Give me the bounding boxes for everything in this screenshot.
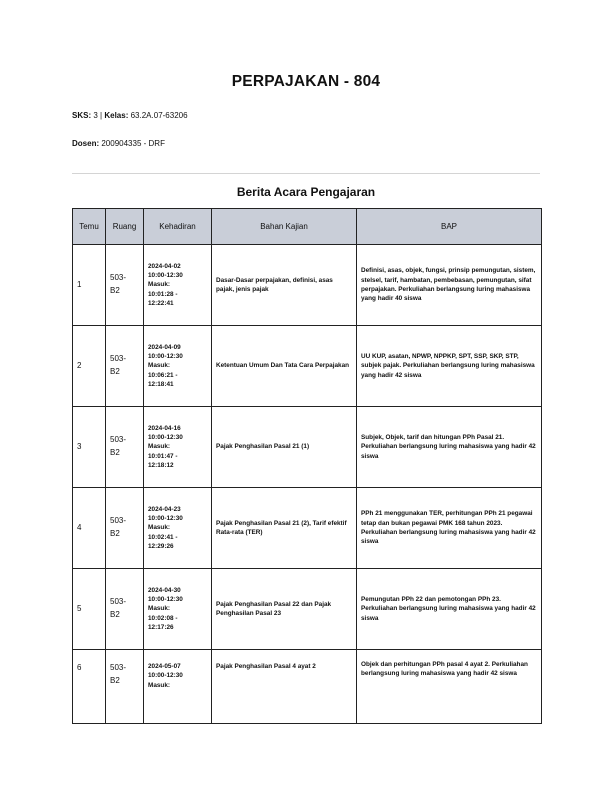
kehadiran-line: 2024-04-23 bbox=[148, 505, 181, 513]
cell-kehadiran bbox=[144, 245, 212, 326]
kehadiran-line: 2024-04-09 bbox=[148, 343, 181, 351]
ruang-line: B2 bbox=[110, 286, 120, 295]
ruang-line: B2 bbox=[110, 610, 120, 619]
kehadiran-line: 10:00-12:30 bbox=[148, 672, 183, 680]
dosen-value: 200904335 - DRF bbox=[101, 139, 165, 148]
cell-bap: Objek dan perhitungan PPh pasal 4 ayat 2. Perkuliahan berlangsung luring mahasiswa yang hadir 42 siswa bbox=[357, 650, 542, 724]
cell-bahan-kajian: Pajak Penghasilan Pasal 4 ayat 2 bbox=[212, 650, 357, 724]
kehadiran-line: 12:29:26 bbox=[148, 542, 174, 550]
kehadiran-line: 10:02:41 - bbox=[148, 533, 178, 541]
kehadiran-line: 12:18:12 bbox=[148, 461, 174, 469]
cell-kehadiran bbox=[144, 650, 212, 724]
ruang-line: 503- bbox=[110, 597, 127, 607]
cell-ruang bbox=[106, 245, 144, 326]
kehadiran-line: 10:00-12:30 bbox=[148, 515, 183, 523]
header-kehadiran: Kehadiran bbox=[144, 209, 212, 245]
kehadiran-line: 10:00-12:30 bbox=[148, 272, 183, 280]
ruang-line: B2 bbox=[110, 367, 120, 376]
cell-bap: UU KUP, asatan, NPWP, NPPKP, SPT, SSP, SKP, STP, subjek pajak. Perkuliahan berlangsung luring mahasiswa yang hadir 42 siswa bbox=[357, 326, 542, 407]
kehadiran-line: 10:00-12:30 bbox=[148, 596, 183, 604]
meta-separator: | bbox=[100, 111, 103, 120]
table-row bbox=[73, 245, 542, 326]
header-bahan-kajian: Bahan Kajian bbox=[212, 209, 357, 245]
table-row bbox=[73, 650, 542, 724]
teaching-report-table bbox=[72, 208, 542, 724]
page-title: PERPAJAKAN - 804 bbox=[231, 73, 381, 90]
cell-bahan-kajian: Pajak Penghasilan Pasal 21 (2), Tarif efektif Rata-rata (TER) bbox=[212, 488, 357, 569]
ruang-line: 503- bbox=[110, 354, 127, 364]
kelas-value: 63.2A.07-63206 bbox=[130, 111, 188, 120]
kehadiran-line: 10:02:08 - bbox=[148, 614, 178, 622]
table-row bbox=[73, 326, 542, 407]
cell-temu: 2 bbox=[73, 326, 106, 407]
cell-bap: Pemungutan PPh 22 dan pemotongan PPh 23. Perkuliahan berlangsung luring mahasiswa yang hadir 42 siswa bbox=[357, 569, 542, 650]
sks-value: 3 bbox=[93, 111, 98, 120]
kehadiran-line: 2024-04-02 bbox=[148, 262, 181, 270]
cell-ruang bbox=[106, 326, 144, 407]
kehadiran-line: 12:18:41 bbox=[148, 380, 174, 388]
cell-ruang bbox=[106, 488, 144, 569]
kehadiran-line: 2024-05-07 bbox=[148, 663, 181, 670]
header-temu: Temu bbox=[73, 209, 106, 245]
kehadiran-line: 10:00-12:30 bbox=[148, 434, 183, 442]
dosen-label: Dosen: bbox=[72, 139, 100, 148]
kehadiran-line: 10:00-12:30 bbox=[148, 353, 183, 361]
header-ruang: Ruang bbox=[106, 209, 144, 245]
cell-ruang bbox=[106, 569, 144, 650]
table-row bbox=[73, 569, 542, 650]
lecturer-meta-line bbox=[72, 139, 165, 148]
cell-kehadiran bbox=[144, 569, 212, 650]
header-bap: BAP bbox=[357, 209, 542, 245]
cell-kehadiran bbox=[144, 488, 212, 569]
kehadiran-line: Masuk: bbox=[148, 605, 171, 613]
ruang-line: 503- bbox=[110, 663, 127, 672]
cell-bap: Definisi, asas, objek, fungsi, prinsip pemungutan, sistem, stelsel, tarif, hambatan, pembebasan, pemungutan, sifat perpajakan. Perkuliahan berlangsung luring mahasiswa yang hadir 40 siswa bbox=[357, 245, 542, 326]
cell-bahan-kajian: Ketentuan Umum Dan Tata Cara Perpajakan bbox=[212, 326, 357, 407]
ruang-line: B2 bbox=[110, 675, 120, 685]
cell-ruang bbox=[106, 407, 144, 488]
cell-temu: 4 bbox=[73, 488, 106, 569]
kehadiran-line: Masuk: bbox=[148, 681, 171, 689]
cell-temu: 6 bbox=[73, 650, 106, 724]
kehadiran-line: Masuk: bbox=[148, 524, 171, 532]
cell-temu: 5 bbox=[73, 569, 106, 650]
cell-bahan-kajian: Pajak Penghasilan Pasal 21 (1) bbox=[212, 407, 357, 488]
kehadiran-line: 10:06:21 - bbox=[148, 371, 178, 379]
kehadiran-line: 12:22:41 bbox=[148, 299, 174, 307]
ruang-line: 503- bbox=[110, 516, 127, 526]
ruang-line: 503- bbox=[110, 273, 127, 283]
cell-kehadiran bbox=[144, 407, 212, 488]
table-row bbox=[73, 407, 542, 488]
sks-label: SKS: bbox=[72, 111, 92, 120]
cell-kehadiran bbox=[144, 326, 212, 407]
kelas-label: Kelas: bbox=[104, 111, 129, 120]
cell-bahan-kajian: Pajak Penghasilan Pasal 22 dan Pajak Penghasilan Pasal 23 bbox=[212, 569, 357, 650]
cell-temu: 1 bbox=[73, 245, 106, 326]
ruang-line: 503- bbox=[110, 435, 127, 445]
table-header-row bbox=[73, 209, 542, 245]
cell-ruang bbox=[106, 650, 144, 724]
kehadiran-line: 12:17:26 bbox=[148, 623, 174, 631]
kehadiran-line: Masuk: bbox=[148, 281, 171, 289]
section-title: Berita Acara Pengajaran bbox=[236, 185, 376, 199]
table-row bbox=[73, 488, 542, 569]
kehadiran-line: Masuk: bbox=[148, 362, 171, 370]
cell-bap: PPh 21 menggunakan TER, perhitungan PPh 21 pegawai tetap dan bukan pegawai PMK 168 tahun 2023. Perkuliahan berlangsung luring mahasiswa yang hadir 42 siswa bbox=[357, 488, 542, 569]
kehadiran-line: 2024-04-16 bbox=[148, 424, 181, 432]
ruang-line: B2 bbox=[110, 529, 120, 538]
kehadiran-line: 2024-04-30 bbox=[148, 586, 181, 594]
ruang-line: B2 bbox=[110, 448, 120, 457]
cell-bahan-kajian: Dasar-Dasar perpajakan, definisi, asas pajak, jenis pajak bbox=[212, 245, 357, 326]
divider bbox=[72, 173, 540, 174]
cell-temu: 3 bbox=[73, 407, 106, 488]
course-meta-line bbox=[72, 111, 188, 120]
kehadiran-line: Masuk: bbox=[148, 443, 171, 451]
kehadiran-line: 10:01:47 - bbox=[148, 452, 178, 460]
kehadiran-line: 10:01:28 - bbox=[148, 290, 178, 298]
cell-bap: Subjek, Objek, tarif dan hitungan PPh Pasal 21. Perkuliahan berlangsung luring mahasiswa yang hadir 42 siswa bbox=[357, 407, 542, 488]
